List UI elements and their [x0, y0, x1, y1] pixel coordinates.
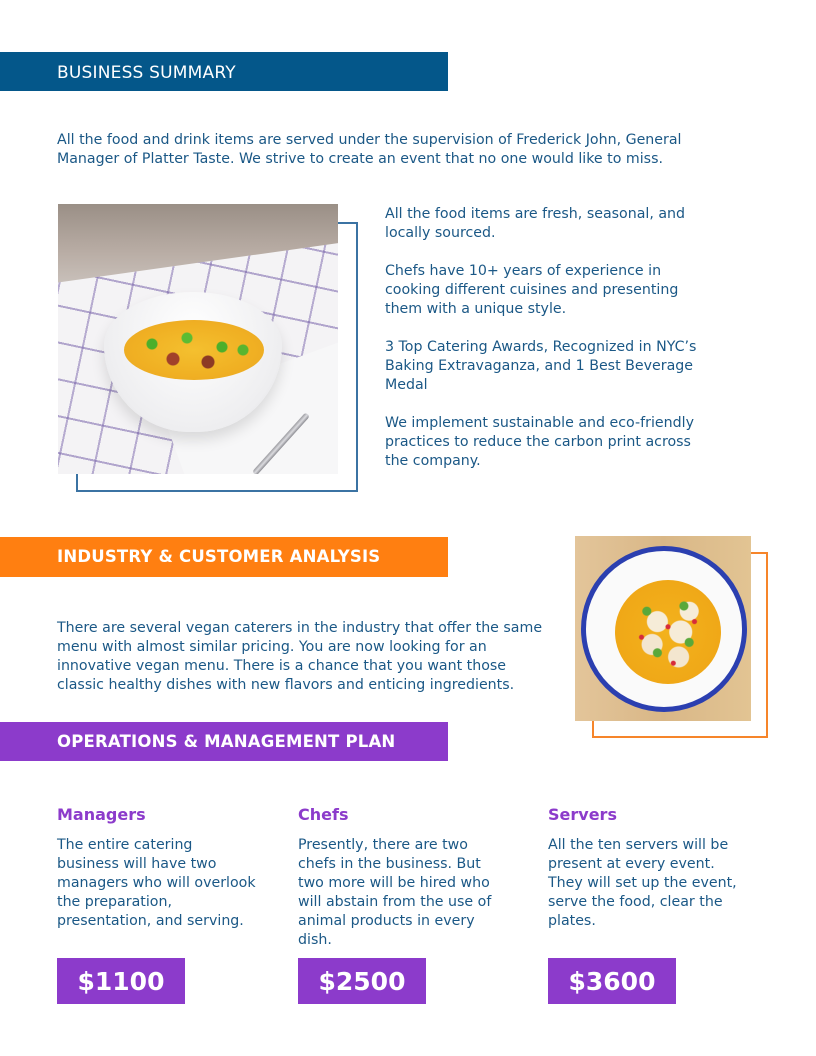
role-title: Chefs: [298, 805, 349, 824]
industry-analysis-header: [0, 537, 448, 577]
role-description: The entire catering business will have two managers who will overlook the preparation, presentation, and serving.: [57, 837, 256, 929]
highlight-item: All the food items are fresh, seasonal, and locally sourced.: [385, 206, 686, 241]
operations-plan-header: [0, 722, 448, 761]
highlight-item: We implement sustainable and eco-friendly practices to reduce the carbon print across the company.: [385, 415, 694, 469]
business-summary-intro: All the food and drink items are served under the supervision of Frederick John, General Manager of Platter Taste. We strive to create an event that no one would like to miss.: [57, 132, 682, 167]
role-chefs: [298, 804, 498, 950]
business-summary-heading: BUSINESS SUMMARY: [57, 63, 236, 83]
industry-analysis-heading: INDUSTRY & CUSTOMER ANALYSIS: [57, 547, 381, 566]
scallop-food: [615, 580, 721, 684]
highlight-item: Chefs have 10+ years of experience in cooking different cuisines and presenting them with a unique style.: [385, 263, 679, 317]
role-managers: [57, 804, 257, 931]
operations-plan-heading: OPERATIONS & MANAGEMENT PLAN: [57, 732, 396, 751]
industry-analysis-body: There are several vegan caterers in the industry that offer the same menu with almost similar pricing. You are now looking for an innovative vegan menu. There is a chance that you want those classic healthy dishes with new flavors and enticing ingredients.: [57, 620, 543, 693]
price-badge-servers: $3600: [548, 958, 676, 1004]
price-badge-managers: $1100: [57, 958, 185, 1004]
role-description: Presently, there are two chefs in the business. But two more will be hired who will abstain from the use of animal products in every dish.: [298, 837, 492, 948]
egg-food: [124, 320, 264, 380]
business-highlights: [385, 205, 715, 490]
role-title: Managers: [57, 805, 146, 824]
business-summary-header: [0, 52, 448, 91]
highlight-item: 3 Top Catering Awards, Recognized in NYC’s Baking Extravaganza, and 1 Best Beverage Medal: [385, 339, 697, 393]
scallop-bowl-photo: [575, 536, 751, 721]
role-description: All the ten servers will be present at every event. They will set up the event, serve the food, clear the plates.: [548, 837, 737, 929]
role-servers: [548, 804, 748, 931]
price-badge-chefs: $2500: [298, 958, 426, 1004]
role-title: Servers: [548, 805, 617, 824]
egg-bowl-photo: [58, 204, 338, 474]
